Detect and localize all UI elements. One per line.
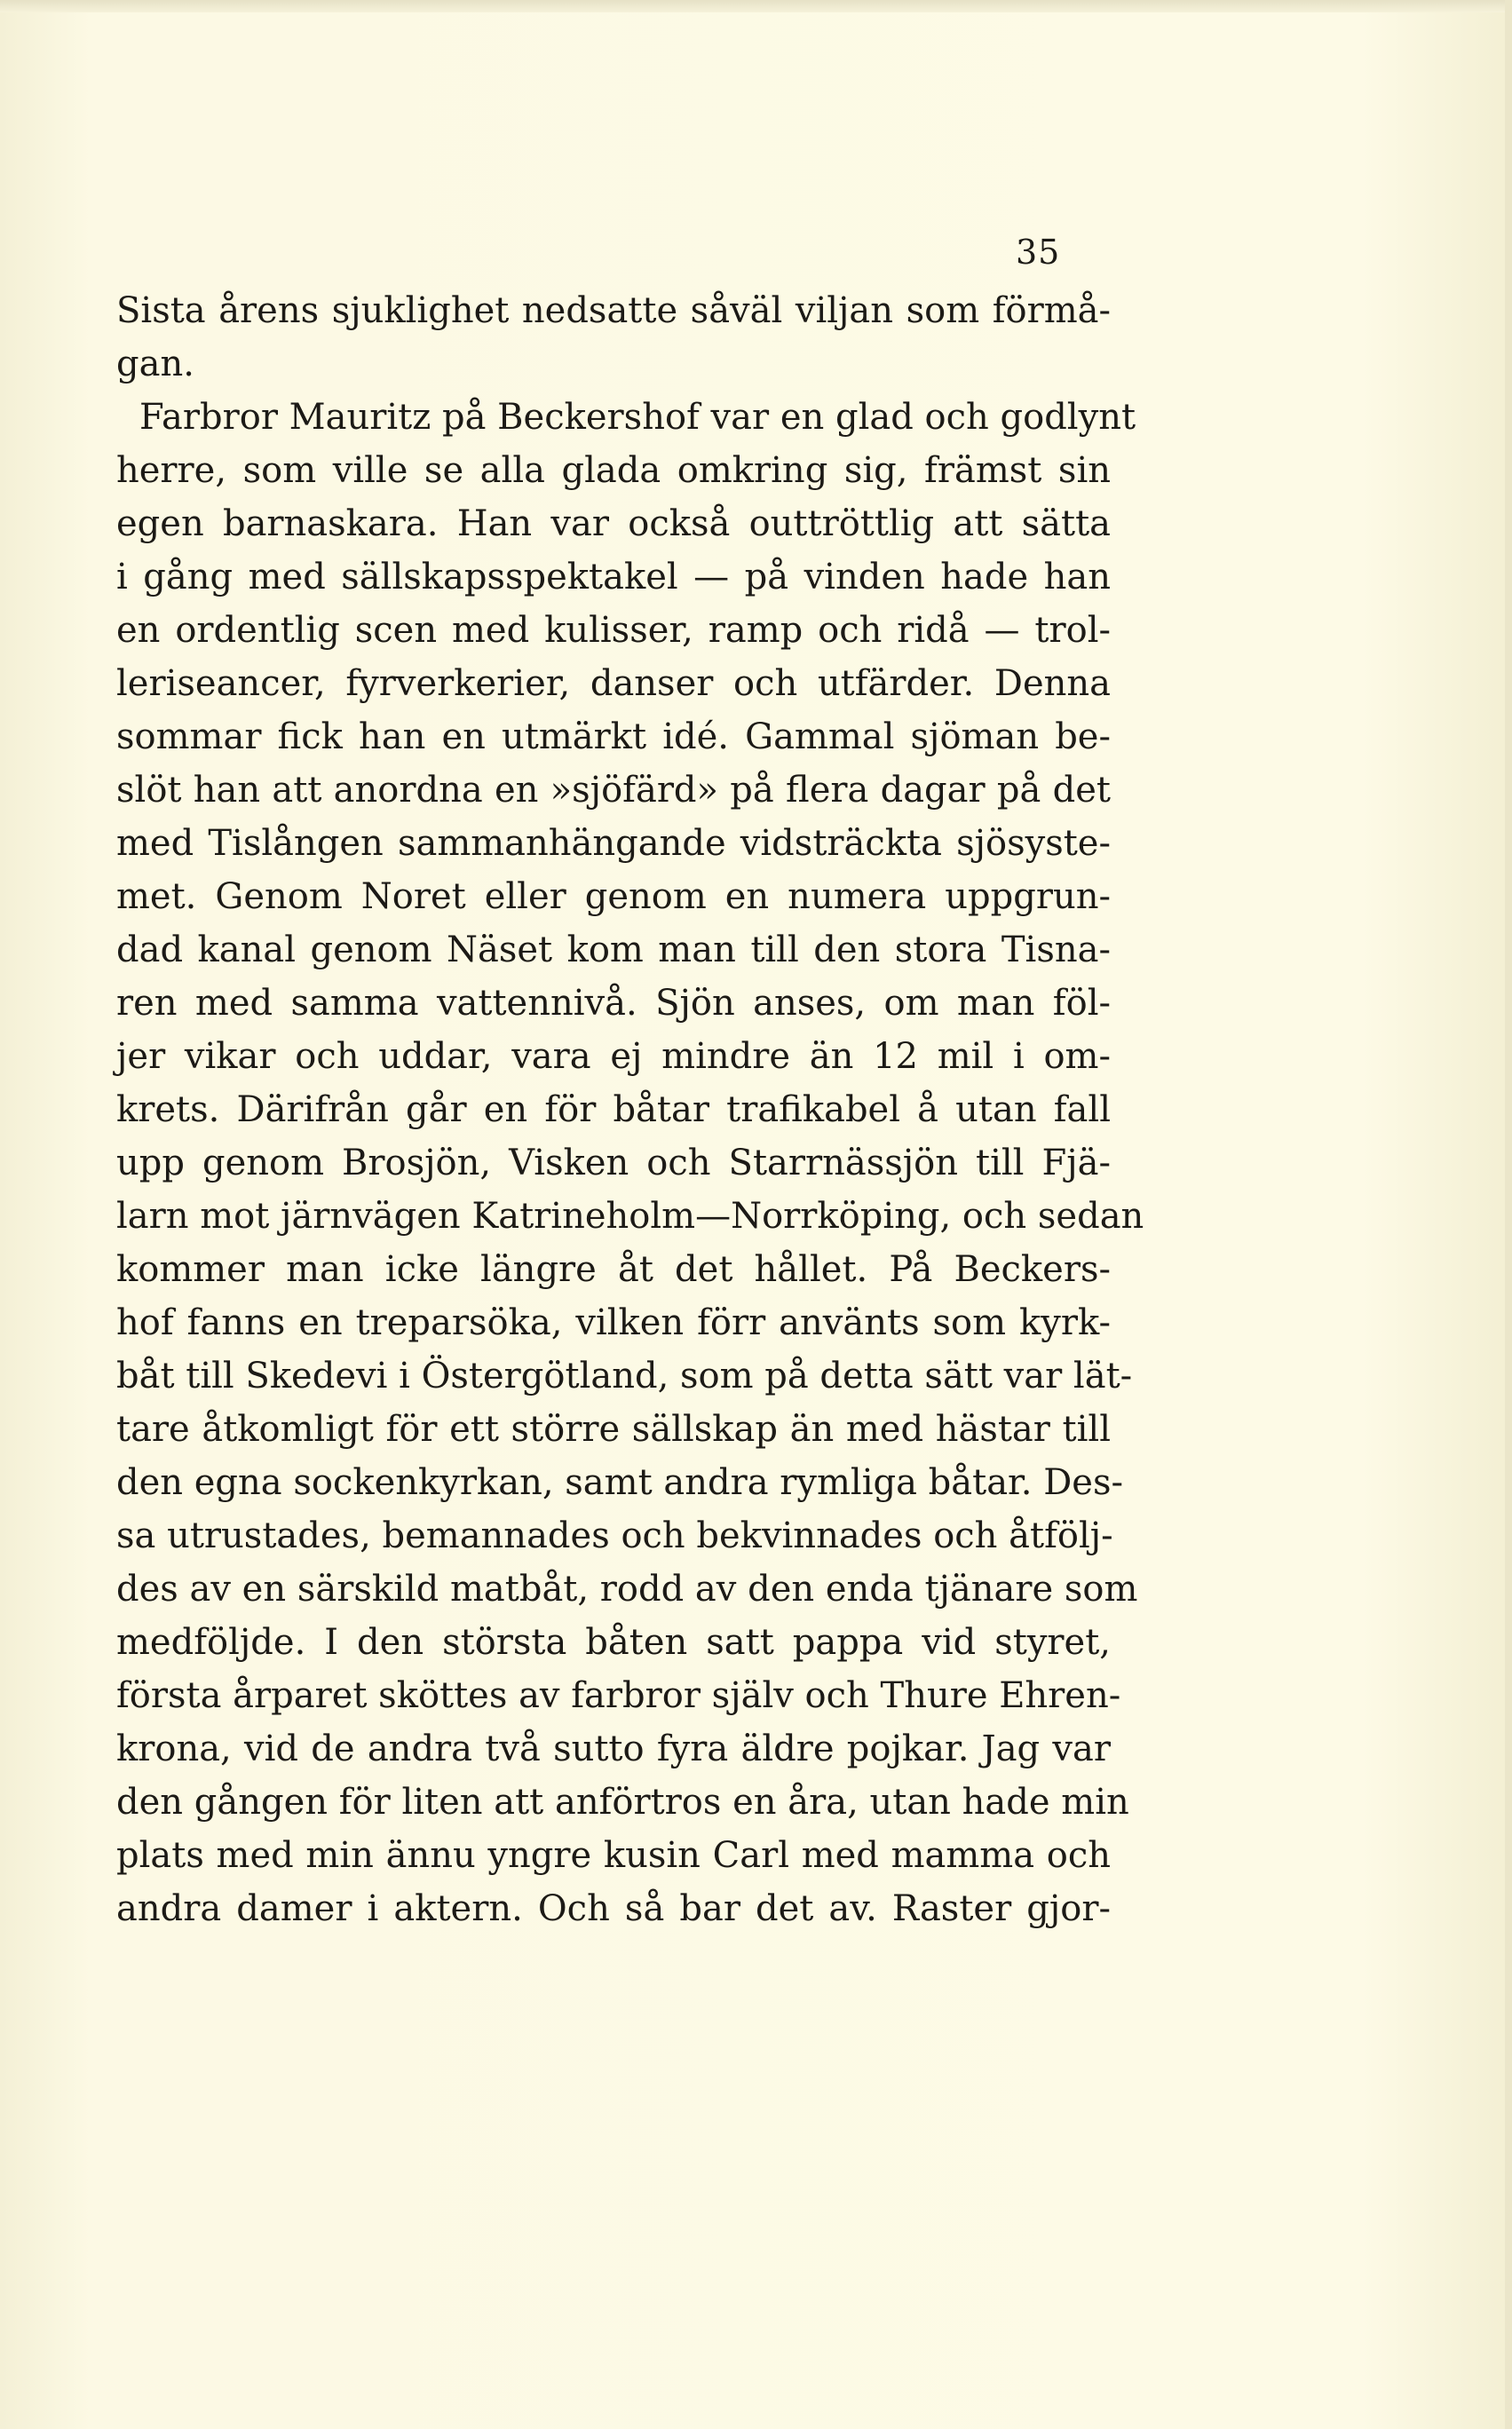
text-line: andra damer i aktern. Och så bar det av. Raster gjor- <box>116 1888 1111 1929</box>
text-line: hof fanns en treparsöka, vilken förr använts som kyrk- <box>116 1302 1111 1343</box>
text-line: kommer man icke längre åt det hållet. På Beckers- <box>116 1249 1111 1290</box>
text-line: i gång med sällskapsspektakel — på vinden hade han <box>116 557 1111 597</box>
text-line: met. Genom Noret eller genom en numera uppgrun- <box>116 876 1111 917</box>
text-line: jer vikar och uddar, vara ej mindre än 12 mil i om- <box>116 1036 1111 1077</box>
text-line: den egna sockenkyrkan, samt andra rymliga båtar. Des- <box>116 1462 1123 1503</box>
text-line: gan. <box>116 344 194 384</box>
text-line: plats med min ännu yngre kusin Carl med mamma och <box>116 1835 1111 1876</box>
text-line: Sista årens sjuklighet nedsatte såväl viljan som förmå- <box>116 290 1111 331</box>
text-line: des av en särskild matbåt, rodd av den enda tjänare som <box>116 1569 1138 1610</box>
text-line: upp genom Brosjön, Visken och Starrnässjön till Fjä- <box>116 1143 1111 1183</box>
text-line: sommar fick han en utmärkt idé. Gammal sjöman be- <box>116 716 1111 757</box>
text-line: dad kanal genom Näset kom man till den stora Tisna- <box>116 930 1111 970</box>
text-line: larn mot järnvägen Katrineholm—Norrköping, och sedan <box>116 1196 1144 1237</box>
text-line: den gången för liten att anförtros en åra, utan hade min <box>116 1782 1129 1823</box>
text-line: en ordentlig scen med kulisser, ramp och ridå — trol- <box>116 610 1111 651</box>
text-line: leriseancer, fyrverkerier, danser och utfärder. Denna <box>116 663 1111 704</box>
page-top-edge <box>0 0 1512 12</box>
text-line: herre, som ville se alla glada omkring sig, främst sin <box>116 450 1111 491</box>
text-line: krets. Därifrån går en för båtar trafikabel å utan fall <box>116 1089 1111 1130</box>
text-line: första årparet sköttes av farbror själv och Thure Ehren- <box>116 1675 1121 1716</box>
text-line: egen barnaskara. Han var också outtröttlig att sätta <box>116 503 1111 544</box>
text-line: Farbror Mauritz på Beckershof var en glad och godlynt <box>139 397 1136 438</box>
body-text <box>116 284 1144 1935</box>
text-line: slöt han att anordna en »sjöfärd» på flera dagar på det <box>116 770 1111 811</box>
text-line: tare åtkomligt för ett större sällskap än med hästar till <box>116 1409 1111 1450</box>
text-line: ren med samma vattennivå. Sjön anses, om man föl- <box>116 983 1111 1024</box>
text-line: sa utrustades, bemannades och bekvinnades och åtfölj- <box>116 1515 1113 1556</box>
text-line: medföljde. I den största båten satt pappa vid styret, <box>116 1622 1111 1663</box>
page-number: 35 <box>1016 233 1061 272</box>
text-line: båt till Skedevi i Östergötland, som på detta sätt var lät- <box>116 1356 1133 1396</box>
page-right-edge <box>1505 0 1512 2429</box>
text-line: med Tislången sammanhängande vidsträckta sjösyste- <box>116 823 1111 864</box>
text-line: krona, vid de andra två sutto fyra äldre pojkar. Jag var <box>116 1729 1111 1769</box>
